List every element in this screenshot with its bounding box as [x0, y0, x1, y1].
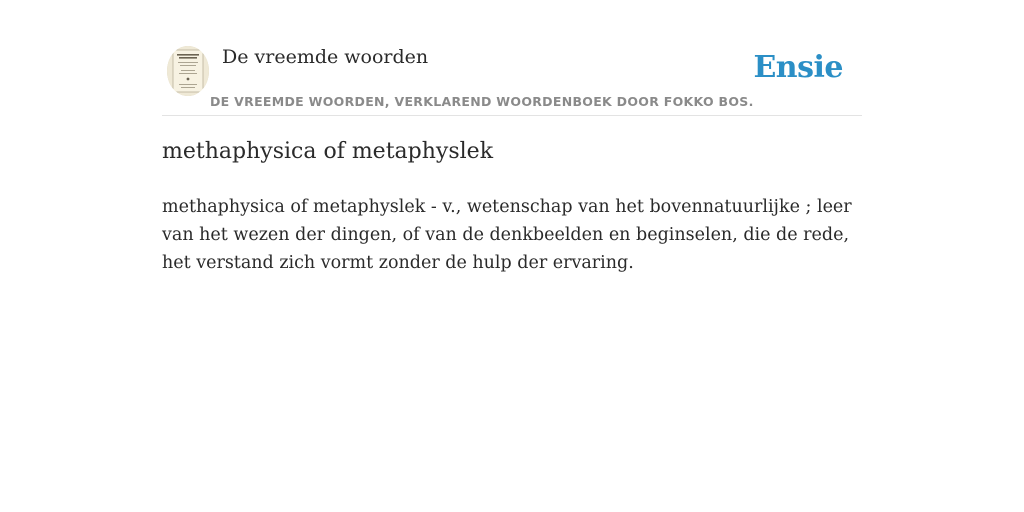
entry-card	[162, 0, 862, 273]
entry-title: methaphysica of metaphyslek	[162, 139, 494, 164]
entry-definition: methaphysica of metaphyslek - v., wetenschap van het bovennatuurlijke ; leer van het wezen der dingen, of van de denkbeelden en beginselen, die de rede, het verstand zich vormt zonder de hulp der ervaring.	[162, 197, 852, 273]
book-title[interactable]: De vreemde woorden	[222, 46, 429, 68]
ensie-logo-link[interactable]: Ensie	[753, 50, 843, 85]
book-cover-icon[interactable]	[167, 46, 209, 96]
source-header	[162, 0, 862, 116]
book-subtitle: DE VREEMDE WOORDEN, VERKLAREND WOORDENBOEK DOOR FOKKO BOS.	[210, 94, 754, 109]
